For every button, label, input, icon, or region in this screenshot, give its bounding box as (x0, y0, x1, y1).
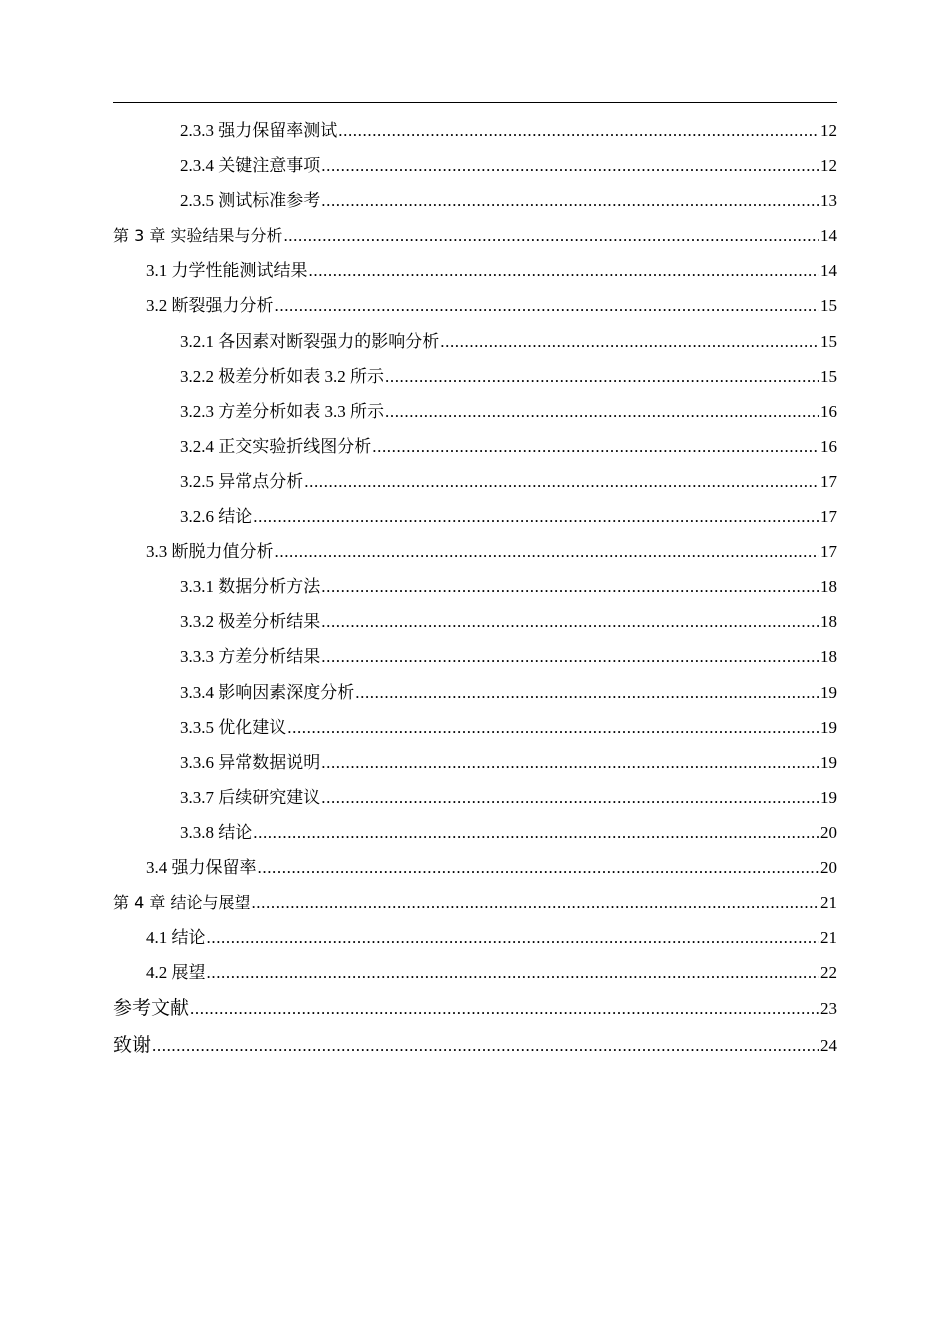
toc-page-number: 19 (820, 787, 837, 807)
toc-page-number: 21 (820, 928, 837, 948)
toc-entry[interactable] (113, 359, 837, 394)
toc-entry[interactable] (113, 324, 837, 359)
toc-page-number: 20 (820, 822, 837, 842)
toc-page-number: 17 (820, 542, 837, 562)
toc-entry[interactable] (113, 885, 837, 920)
toc-entry-title: 2.3.5 测试标准参考 (180, 191, 321, 211)
toc-dot-leader (283, 218, 819, 253)
toc-dot-leader (258, 850, 820, 885)
toc-dot-leader (321, 569, 819, 604)
toc-dot-leader (338, 113, 819, 148)
toc-entry-title: 3.4 强力保留率 (146, 857, 257, 877)
toc-entry-title: 4.1 结论 (146, 928, 206, 948)
toc-entry[interactable] (113, 253, 837, 288)
toc-entry-title: 2.3.3 强力保留率测试 (180, 121, 338, 140)
toc-entry-title: 第 3 章 实验结果与分析 (113, 226, 283, 246)
toc-page-number: 24 (820, 1035, 837, 1055)
toc-page-number: 12 (820, 121, 837, 140)
toc-dot-leader (207, 920, 820, 955)
toc-entry[interactable] (113, 183, 837, 218)
toc-dot-leader (321, 604, 819, 639)
toc-dot-leader (275, 288, 820, 323)
toc-dot-leader (190, 990, 819, 1028)
toc-dot-leader (321, 780, 819, 815)
toc-entry-title: 3.1 力学性能测试结果 (146, 261, 308, 281)
toc-dot-leader (321, 639, 819, 674)
toc-entry-title: 3.3.4 影响因素深度分析 (180, 682, 355, 702)
toc-page-number: 22 (820, 963, 837, 983)
toc-entry[interactable] (113, 780, 837, 815)
toc-dot-leader (304, 464, 819, 499)
toc-entry[interactable] (113, 920, 837, 955)
toc-entry-title: 3.3.1 数据分析方法 (180, 577, 321, 597)
toc-entry[interactable] (113, 113, 837, 148)
toc-entry-title: 致谢 (113, 1033, 152, 1056)
toc-entry-title: 3.2.4 正交实验折线图分析 (180, 436, 372, 456)
toc-entry-title: 第 4 章 结论与展望 (113, 893, 251, 913)
toc-entry[interactable] (113, 499, 837, 534)
toc-page-number: 18 (820, 647, 837, 667)
toc-entry[interactable] (113, 464, 837, 499)
toc-dot-leader (253, 815, 819, 850)
toc-entry-title: 3.3.8 结论 (180, 822, 253, 842)
toc-entry[interactable] (113, 569, 837, 604)
toc-entry[interactable] (113, 604, 837, 639)
toc-page-number: 20 (820, 857, 837, 877)
toc-dot-leader (321, 745, 819, 780)
toc-page-number: 17 (820, 507, 837, 527)
toc-entry[interactable] (113, 850, 837, 885)
toc-page-number: 12 (820, 156, 837, 176)
toc-entry-title: 3.3 断脱力值分析 (146, 542, 274, 562)
toc-dot-leader (372, 429, 819, 464)
toc-page-number: 19 (820, 752, 837, 772)
toc-page-number: 19 (820, 717, 837, 737)
toc-entry[interactable] (113, 675, 837, 710)
toc-page-number: 19 (820, 682, 837, 702)
toc-page-number: 16 (820, 401, 837, 421)
toc-entry-title: 3.3.3 方差分析结果 (180, 647, 321, 667)
toc-entry[interactable] (113, 288, 837, 323)
toc-dot-leader (287, 710, 819, 745)
toc-entry[interactable] (113, 534, 837, 569)
table-of-contents (113, 113, 837, 1063)
toc-entry[interactable] (113, 815, 837, 850)
toc-page-number: 13 (820, 191, 837, 211)
toc-dot-leader (321, 183, 819, 218)
toc-dot-leader (207, 955, 820, 990)
toc-page-number: 15 (820, 296, 837, 316)
toc-entry[interactable] (113, 990, 837, 1027)
toc-dot-leader (355, 675, 819, 710)
toc-entry-title: 3.2.1 各因素对断裂强力的影响分析 (180, 331, 440, 351)
toc-page-number: 15 (820, 331, 837, 351)
toc-entry-title: 4.2 展望 (146, 963, 206, 983)
toc-entry-title: 3.2.6 结论 (180, 507, 253, 527)
toc-page-number: 17 (820, 471, 837, 491)
toc-page-number: 23 (820, 999, 837, 1019)
toc-dot-leader (309, 253, 820, 288)
toc-dot-leader (152, 1027, 819, 1065)
toc-dot-leader (253, 499, 819, 534)
toc-page-number: 14 (820, 226, 837, 246)
toc-entry[interactable] (113, 639, 837, 674)
toc-entry-title: 3.3.7 后续研究建议 (180, 787, 321, 807)
toc-page-number: 18 (820, 612, 837, 632)
toc-entry[interactable] (113, 955, 837, 990)
toc-page-number: 15 (820, 366, 837, 386)
toc-entry-title: 3.2.3 方差分析如表 3.3 所示 (180, 401, 384, 421)
toc-entry-title: 3.3.6 异常数据说明 (180, 752, 321, 772)
toc-page-number: 16 (820, 436, 837, 456)
toc-entry[interactable] (113, 745, 837, 780)
toc-entry-title: 3.2.2 极差分析如表 3.2 所示 (180, 366, 384, 386)
toc-dot-leader (251, 885, 819, 920)
toc-entry[interactable] (113, 710, 837, 745)
toc-entry-title: 3.2.5 异常点分析 (180, 471, 304, 491)
toc-page-number: 14 (820, 261, 837, 281)
toc-entry-title: 2.3.4 关键注意事项 (180, 156, 321, 176)
toc-page-number: 21 (820, 893, 837, 913)
toc-entry[interactable] (113, 1027, 837, 1064)
toc-page-number: 18 (820, 577, 837, 597)
toc-entry[interactable] (113, 148, 837, 183)
toc-entry[interactable] (113, 429, 837, 464)
toc-dot-leader (440, 324, 819, 359)
toc-dot-leader (275, 534, 820, 569)
toc-entry[interactable] (113, 394, 837, 429)
toc-dot-leader (321, 148, 819, 183)
header-rule (113, 102, 837, 103)
toc-dot-leader (385, 394, 819, 429)
toc-entry[interactable] (113, 218, 837, 253)
toc-dot-leader (385, 359, 819, 394)
toc-entry-title: 3.3.2 极差分析结果 (180, 612, 321, 632)
toc-entry-title: 参考文献 (113, 997, 190, 1020)
toc-entry-title: 3.2 断裂强力分析 (146, 296, 274, 316)
toc-entry-title: 3.3.5 优化建议 (180, 717, 287, 737)
